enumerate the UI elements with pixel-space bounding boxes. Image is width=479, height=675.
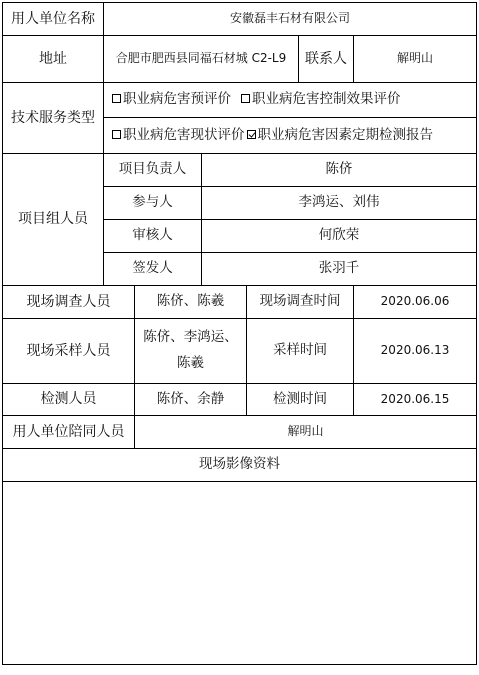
sampling-people-line-2: 陈羲 [177,355,204,371]
checkbox-unchecked-icon[interactable] [241,94,250,103]
checkbox-unchecked-icon[interactable] [112,94,121,103]
sampling-label: 现场采样人员 [3,319,135,384]
testing-row [3,384,477,416]
service-options-line-1 [104,83,477,118]
address-label: 地址 [3,36,104,83]
service-option-pre-assessment[interactable] [112,91,231,109]
survey-time: 2020.06.06 [354,286,477,319]
escort-value: 解明山 [135,416,477,449]
service-option-label: 职业病危害预评价 [123,91,231,108]
team-name: 李鸿运、刘伟 [202,187,477,220]
testing-label: 检测人员 [3,384,135,416]
team-role: 参与人 [104,187,202,220]
checkbox-checked-icon[interactable] [247,130,256,139]
service-row-1 [3,83,477,118]
team-label: 项目组人员 [3,154,104,286]
photos-area-row [3,482,477,665]
sampling-time-label: 采样时间 [247,319,354,384]
service-option-control-effect[interactable] [241,91,401,109]
sampling-people [135,319,247,384]
service-options-line-2 [104,118,477,154]
team-row [3,154,477,187]
team-name: 何欣荣 [202,220,477,253]
record-table [2,2,477,665]
escort-label: 用人单位陪同人员 [3,416,135,449]
survey-time-label: 现场调查时间 [247,286,354,319]
team-role: 签发人 [104,253,202,286]
service-option-status-assessment[interactable] [112,127,245,145]
photos-header-row [3,449,477,482]
service-option-label: 职业病危害控制效果评价 [252,91,401,108]
service-option-periodic-testing[interactable] [247,127,434,145]
escort-row [3,416,477,449]
team-name: 陈侪 [202,154,477,187]
testing-time-label: 检测时间 [247,384,354,416]
service-option-label: 职业病危害现状评价 [123,126,245,143]
address-row [3,36,477,83]
contact-label: 联系人 [299,36,354,83]
testing-time: 2020.06.15 [354,384,477,416]
client-row [3,3,477,36]
checkbox-unchecked-icon[interactable] [112,130,121,139]
team-role: 审核人 [104,220,202,253]
survey-row [3,286,477,319]
team-role: 项目负责人 [104,154,202,187]
photos-area [3,482,477,665]
photos-label: 现场影像资料 [3,449,477,482]
address-value: 合肥市肥西县同福石材城 C2-L9 [104,36,299,83]
survey-label: 现场调查人员 [3,286,135,319]
client-value: 安徽磊丰石材有限公司 [104,3,477,36]
service-option-label: 职业病危害因素定期检测报告 [257,126,433,143]
testing-people: 陈侪、余静 [135,384,247,416]
sampling-row [3,319,477,384]
service-label: 技术服务类型 [3,83,104,154]
sampling-time: 2020.06.13 [354,319,477,384]
survey-people: 陈侪、陈羲 [135,286,247,319]
client-label: 用人单位名称 [3,3,104,36]
sampling-people-line-1: 陈侪、李鸿运、 [143,329,238,346]
team-name: 张羽千 [202,253,477,286]
contact-value: 解明山 [354,36,477,83]
record-form [2,2,476,672]
